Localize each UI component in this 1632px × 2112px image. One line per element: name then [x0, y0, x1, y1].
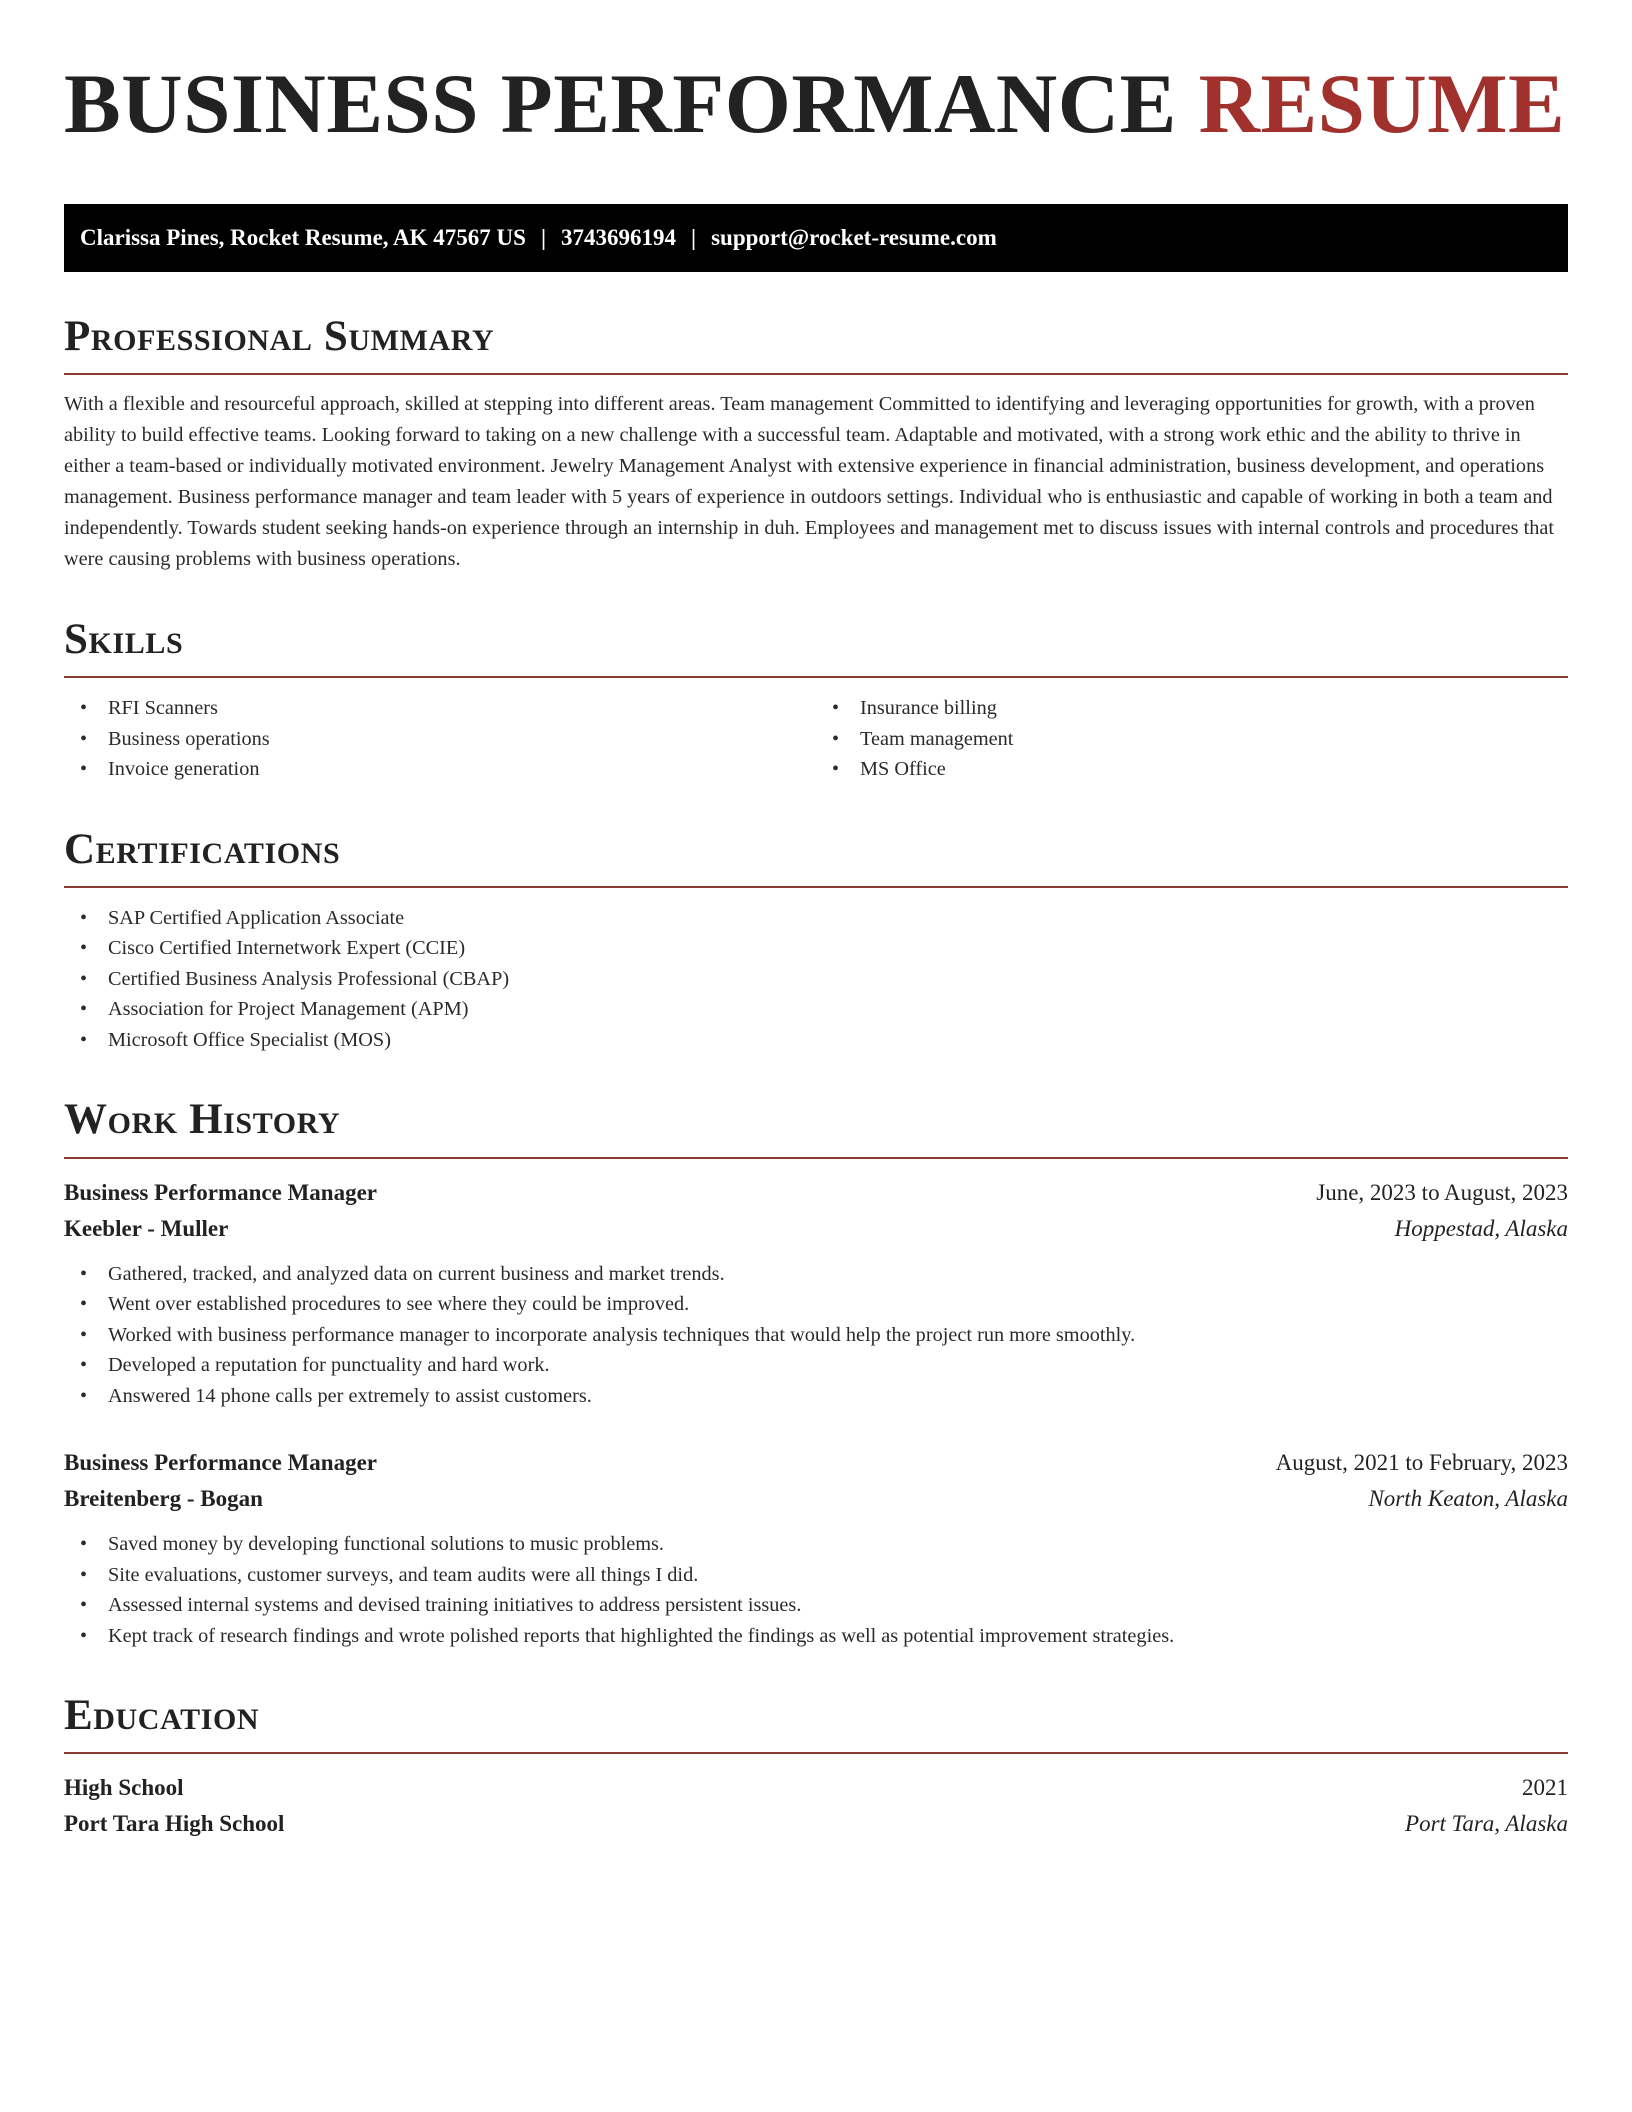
skills-columns	[64, 693, 1568, 785]
job-bullets	[64, 1529, 1568, 1651]
job-bullet-text: Assessed internal systems and devised training initiatives to address persistent issues.	[108, 1594, 802, 1617]
certification-label: SAP Certified Application Associate	[108, 906, 405, 929]
job-bullet-text: Worked with business performance manager to incorporate analysis techniques that would help the project run more smoothly.	[108, 1323, 1136, 1346]
skills-list-left	[64, 693, 816, 785]
skill-label: Team management	[860, 727, 1014, 750]
bullet-icon: •	[80, 758, 88, 781]
section-divider	[64, 373, 1568, 375]
list-item	[64, 964, 1568, 995]
job-company-row	[64, 1211, 1568, 1247]
section-divider	[64, 676, 1568, 678]
bullet-icon: •	[832, 697, 840, 720]
job-title: Business Performance Manager	[64, 1450, 377, 1476]
section-divider	[64, 1752, 1568, 1754]
education-entry	[64, 1770, 1568, 1842]
bullet-icon: •	[80, 727, 88, 750]
list-item	[64, 754, 816, 785]
bullet-icon: •	[80, 937, 88, 960]
list-item	[816, 693, 1568, 724]
job-bullet-text: Went over established procedures to see where they could be improved.	[108, 1293, 690, 1316]
job-header-row	[64, 1445, 1568, 1481]
bullet-icon: •	[80, 1323, 88, 1346]
skill-label: Business operations	[108, 727, 270, 750]
work-history-heading: Work History	[64, 1096, 341, 1144]
bullet-icon: •	[80, 1533, 88, 1556]
job-bullet-text: Gathered, tracked, and analyzed data on current business and market trends.	[108, 1262, 725, 1285]
education-section	[64, 1693, 1568, 1842]
job-entry	[64, 1175, 1568, 1412]
job-bullet-text: Developed a reputation for punctuality and hard work.	[108, 1354, 550, 1377]
job-bullets	[64, 1259, 1568, 1412]
skill-label: Insurance billing	[860, 697, 997, 720]
list-item	[64, 724, 816, 755]
bullet-icon: •	[80, 1293, 88, 1316]
bullet-icon: •	[80, 1563, 88, 1586]
summary-heading: Professional Summary	[64, 313, 495, 360]
list-item	[64, 1621, 1568, 1652]
skill-label: MS Office	[860, 758, 946, 781]
skills-list-right	[816, 693, 1568, 785]
bullet-icon: •	[80, 967, 88, 990]
education-header-row	[64, 1770, 1568, 1806]
education-degree: High School	[64, 1775, 184, 1801]
list-item	[64, 994, 1568, 1025]
job-bullet-text: Site evaluations, customer surveys, and team audits were all things I did.	[108, 1563, 699, 1586]
bullet-icon: •	[80, 1624, 88, 1647]
education-year: 2021	[1522, 1775, 1568, 1801]
section-divider	[64, 1157, 1568, 1159]
job-bullet-text: Answered 14 phone calls per extremely to assist customers.	[108, 1384, 592, 1407]
list-item	[64, 1560, 1568, 1591]
education-school-row	[64, 1806, 1568, 1842]
list-item	[64, 693, 816, 724]
bullet-icon: •	[80, 906, 88, 929]
list-item	[64, 1025, 1568, 1056]
contact-email[interactable]: support@rocket-resume.com	[711, 225, 997, 250]
job-dates: June, 2023 to August, 2023	[1316, 1179, 1568, 1205]
contact-phone[interactable]: 3743696194	[561, 225, 677, 250]
job-title: Business Performance Manager	[64, 1179, 377, 1205]
education-heading: Education	[64, 1692, 260, 1740]
list-item	[816, 754, 1568, 785]
bullet-icon: •	[80, 1262, 88, 1285]
list-item	[64, 933, 1568, 964]
certification-label: Certified Business Analysis Professional (CBAP)	[108, 967, 510, 990]
bullet-icon: •	[80, 1354, 88, 1377]
summary-text: With a flexible and resourceful approach, skilled at stepping into different areas. Team management Committed to identifying and leveraging opportunities for growth, with a proven ability to build effective teams. Looking forward to taking on a new challenge with a successful team. Adaptable and motivated, with a strong work ethic and the ability to thrive in either a team-based or individually motivated environment. Jewelry Management Analyst with extensive experience in financial administration, business development, and operations management. Business performance manager and team leader with 5 years of experience in outdoors settings. Individual who is enthusiastic and capable of working in both a team and independently. Towards student seeking hands-on experience through an internship in duh. Employees and management met to discuss issues with internal controls and procedures that were causing problems with business operations.	[64, 393, 1555, 571]
list-item	[816, 724, 1568, 755]
job-company: Breitenberg - Bogan	[64, 1486, 263, 1512]
job-dates: August, 2021 to February, 2023	[1275, 1450, 1568, 1476]
skill-label: RFI Scanners	[108, 697, 218, 720]
title-accent: RESUME	[1198, 57, 1566, 151]
skills-heading: Skills	[64, 616, 184, 664]
bullet-icon: •	[832, 758, 840, 781]
education-location: Port Tara, Alaska	[1405, 1811, 1568, 1837]
title-main: BUSINESS PERFORMANCE	[64, 57, 1177, 151]
resume-title	[64, 57, 1568, 151]
summary-section	[64, 314, 1568, 575]
job-company: Keebler - Muller	[64, 1215, 229, 1241]
certification-label: Cisco Certified Internetwork Expert (CCIE)	[108, 937, 466, 960]
job-location: Hoppestad, Alaska	[1394, 1215, 1568, 1241]
list-item	[64, 1350, 1568, 1381]
job-entry	[64, 1445, 1568, 1651]
contact-address: Clarissa Pines, Rocket Resume, AK 47567 US	[80, 225, 526, 250]
bullet-icon: •	[80, 697, 88, 720]
list-item	[64, 903, 1568, 934]
bullet-icon: •	[832, 727, 840, 750]
contact-separator: |	[691, 225, 697, 250]
list-item	[64, 1289, 1568, 1320]
work-history-section	[64, 1097, 1568, 1651]
certifications-section	[64, 827, 1568, 1056]
contact-separator: |	[540, 225, 547, 250]
certification-label: Microsoft Office Specialist (MOS)	[108, 1028, 391, 1051]
list-item	[64, 1259, 1568, 1290]
skills-section	[64, 617, 1568, 785]
contact-bar	[64, 204, 1568, 272]
certifications-list	[64, 903, 1568, 1056]
bullet-icon: •	[80, 1594, 88, 1617]
job-location: North Keaton, Alaska	[1368, 1486, 1568, 1512]
certification-label: Association for Project Management (APM)	[108, 998, 469, 1021]
section-divider	[64, 886, 1568, 888]
skill-label: Invoice generation	[108, 758, 260, 781]
bullet-icon: •	[80, 1384, 88, 1407]
job-company-row	[64, 1481, 1568, 1517]
certifications-heading: Certifications	[64, 825, 341, 873]
job-header-row	[64, 1175, 1568, 1211]
job-bullet-text: Kept track of research findings and wrote polished reports that highlighted the findings as well as potential improvement strategies.	[108, 1624, 1175, 1647]
bullet-icon: •	[80, 998, 88, 1021]
education-school: Port Tara High School	[64, 1811, 285, 1837]
list-item	[64, 1381, 1568, 1412]
bullet-icon: •	[80, 1028, 88, 1051]
job-bullet-text: Saved money by developing functional solutions to music problems.	[108, 1533, 664, 1556]
list-item	[64, 1320, 1568, 1351]
list-item	[64, 1529, 1568, 1560]
list-item	[64, 1590, 1568, 1621]
